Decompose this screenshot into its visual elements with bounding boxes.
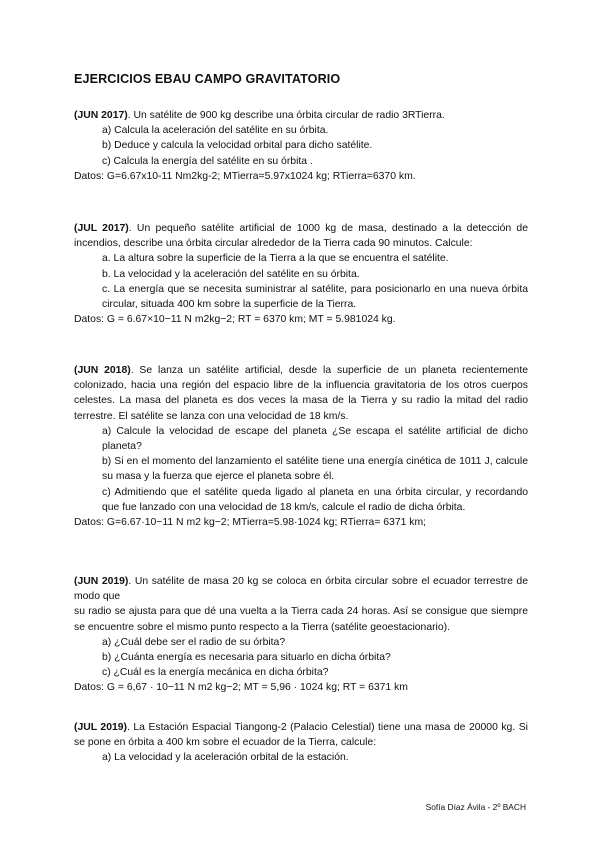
exercise-tag: (JUN 2019) <box>74 576 129 587</box>
statement-text: . Un pequeño satélite artificial de 1000 kg de masa, destinado a la detección de incendios, describe una órbita circular alrededor de la Tierra cada 90 minutos. Calcule: <box>74 223 528 250</box>
exercise-tag: (JUN 2017) <box>74 110 128 121</box>
exercise-data: Datos: G = 6,67 · 10−11 N m2 kg−2; MT = 5,96 · 1024 kg; RT = 6371 km <box>74 682 408 694</box>
statement-text: . Se lanza un satélite artificial, desde la superficie de un planeta recientemente colonizado, hacia una región del espacio libre de la influencia gravitatoria de los otros cuerpos celestes. La masa del planeta es dos veces la masa de la Tierra y su radio la mitad del radio terrestre. El satélite se lanza con una velocidad de 18 km/s. <box>74 365 528 422</box>
exercise-tag: (JUN 2018) <box>74 365 131 376</box>
exercise-statement <box>74 363 528 424</box>
exercise-data: Datos: G = 6.67×10−11 N m2kg−2; RT = 6370 km; MT = 5.981024 kg. <box>74 314 396 326</box>
exercise-statement <box>74 574 528 604</box>
exercise-statement <box>74 221 528 251</box>
question-item: c) ¿Cuál es la energía mecánica en dicha órbita? <box>102 667 329 679</box>
exercise-statement <box>74 720 528 750</box>
question-item: a) Calcule la velocidad de escape del planeta ¿Se escapa el satélite artificial de dicho planeta? <box>102 425 528 453</box>
question-item: a) Calcula la aceleración del satélite en su órbita. <box>102 125 329 137</box>
exercise-jul-2019 <box>74 720 528 766</box>
statement-text: . Un satélite de masa 20 kg se coloca en órbita circular sobre el ecuador terrestre de modo que <box>74 576 528 603</box>
exercise-tag: (JUL 2019) <box>74 722 127 733</box>
question-item: b. La velocidad y la aceleración del satélite en su órbita. <box>102 268 360 280</box>
question-item: a) La velocidad y la aceleración orbital de la estación. <box>102 752 349 764</box>
question-item: b) ¿Cuánta energía es necesaria para situarlo en dicha órbita? <box>102 652 391 664</box>
exercise-jun-2017 <box>74 108 528 184</box>
question-item: c) Calcula la energía del satélite en su órbita . <box>102 155 313 167</box>
statement-text: . La Estación Espacial Tiangong-2 (Palacio Celestial) tiene una masa de 20000 kg. Si se pone en órbita a 400 km sobre el ecuador de la Tierra, calcule: <box>74 722 528 749</box>
page-footer: Sofía Díaz Ávila - 2º BACH <box>425 802 526 812</box>
exercise-jun-2019 <box>74 574 528 696</box>
question-item: b) Si en el momento del lanzamiento el satélite tiene una energía cinética de 1011 J, calcule su masa y la fuerza que ejerce el planeta sobre él. <box>102 456 528 483</box>
statement-text: . Un satélite de 900 kg describe una órbita circular de radio 3RTierra. <box>127 110 445 121</box>
question-item: c. La energía que se necesita suministrar al satélite, para posicionarlo en una nueva órbita circular, situada 400 km sobre la superficie de la Tierra. <box>102 283 528 311</box>
exercise-statement <box>74 108 528 123</box>
question-item: c) Admitiendo que el satélite queda ligado al planeta en una órbita circular, y recordando que fue lanzado con una velocidad de 18 km/s, calcule el radio de dicha órbita. <box>102 486 528 513</box>
exercise-jun-2018 <box>74 363 528 530</box>
exercise-statement-continued: su radio se ajusta para que dé una vuelta a la Tierra cada 24 horas. Así se consigue que siempre se encuentre sobre el mismo punto respecto a la Tierra (satélite geoestacionario). <box>74 606 528 633</box>
exercise-tag: (JUL 2017) <box>74 223 129 234</box>
exercise-data: Datos: G=6.67x10-11 Nm2kg-2; MTierra=5.97x1024 kg; RTierra=6370 km. <box>74 170 416 182</box>
question-item: a. La altura sobre la superficie de la Tierra a la que se encuentra el satélite. <box>102 253 449 265</box>
question-item: b) Deduce y calcula la velocidad orbital para dicho satélite. <box>102 140 373 152</box>
page-title: EJERCICIOS EBAU CAMPO GRAVITATORIO <box>74 72 341 86</box>
exercise-jul-2017 <box>74 221 528 327</box>
exercise-data: Datos: G=6.67·10−11 N m2 kg−2; MTierra=5.98·1024 kg; RTierra= 6371 km; <box>74 517 427 529</box>
question-item: a) ¿Cuál debe ser el radio de su órbita? <box>102 636 286 648</box>
